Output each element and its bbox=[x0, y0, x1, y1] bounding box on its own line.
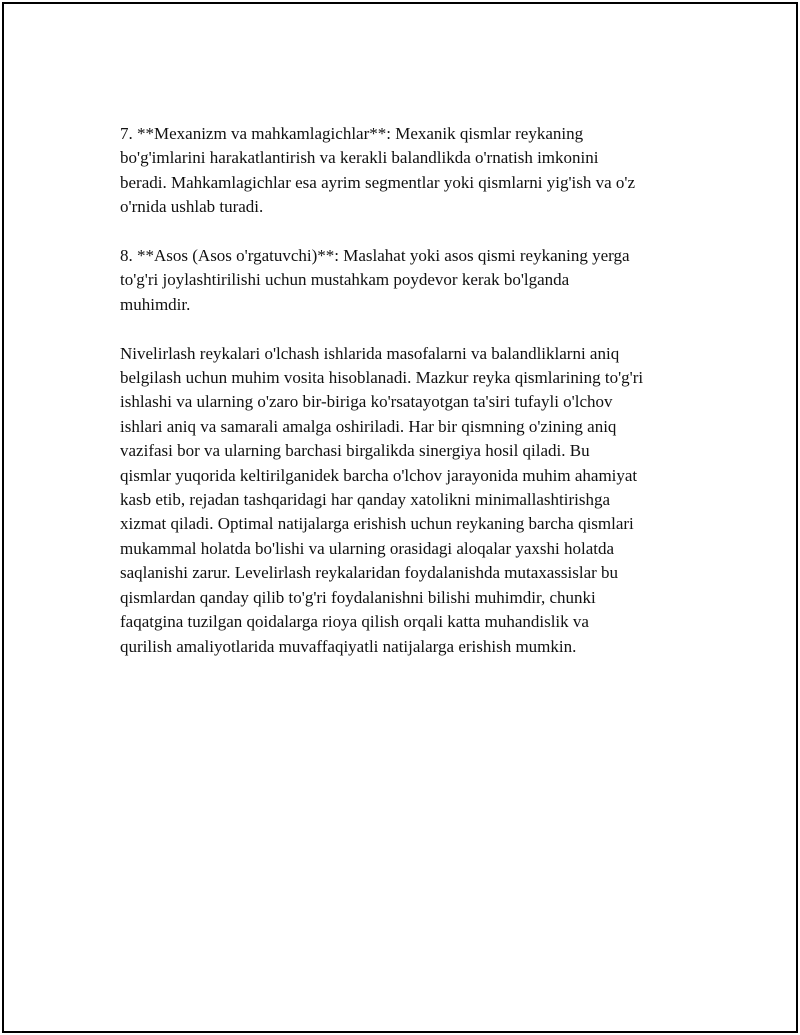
paragraph-conclusion: Nivelirlash reykalari o'lchash ishlarida masofalarni va balandliklarni aniq belgilash uchun muhim vosita hisoblanadi. Mazkur reyka qismlarining to'g'ri ishlashi va ularning o'zaro bir-biriga ko'rsatayotgan ta'siri tufayli o'lchov ishlari aniq va samarali amalga oshiriladi. Har bir qismning o'zining aniq vazifasi bor va ularning barchasi birgalikda sinergiya hosil qiladi. Bu qismlar yuqorida keltirilganidek barcha o'lchov jarayonida muhim ahamiyat kasb etib, rejadan tashqaridagi har qanday xatolikni minimallashtirishga xizmat qiladi. Optimal natijalarga erishish uchun reykaning barcha qismlari mukammal holatda bo'lishi va ularning orasidagi aloqalar yaxshi holatda saqlanishi zarur. Levelirlash reykalaridan foydalanishda mutaxassislar bu qismlardan qanday qilib to'g'ri foydalanishni bilishi muhimdir, chunki faqatgina tuzilgan qoidalarga rioya qilish orqali katta muhandislik va qurilish amaliyotlarida muvaffaqiyatli natijalarga erishish mumkin. bbox=[120, 343, 644, 656]
paragraph-base: 8. **Asos (Asos o'rgatuvchi)**: Maslahat yoki asos qismi reykaning yerga to'g'ri joylashtirilishi uchun mustahkam poydevor kerak bo'lganda muhimdir. bbox=[120, 246, 630, 314]
document-body bbox=[120, 122, 692, 683]
paragraph-mechanism-fasteners: 7. **Mexanizm va mahkamlagichlar**: Mexanik qismlar reykaning bo'g'imlarini harakatlantirish va kerakli balandlikda o'rnatish imkonini beradi. Mahkamlagichlar esa ayrim segmentlar yoki qismlarni yig'ish va o'z o'rnida ushlab turadi. bbox=[120, 124, 636, 217]
document-page bbox=[2, 2, 798, 1033]
